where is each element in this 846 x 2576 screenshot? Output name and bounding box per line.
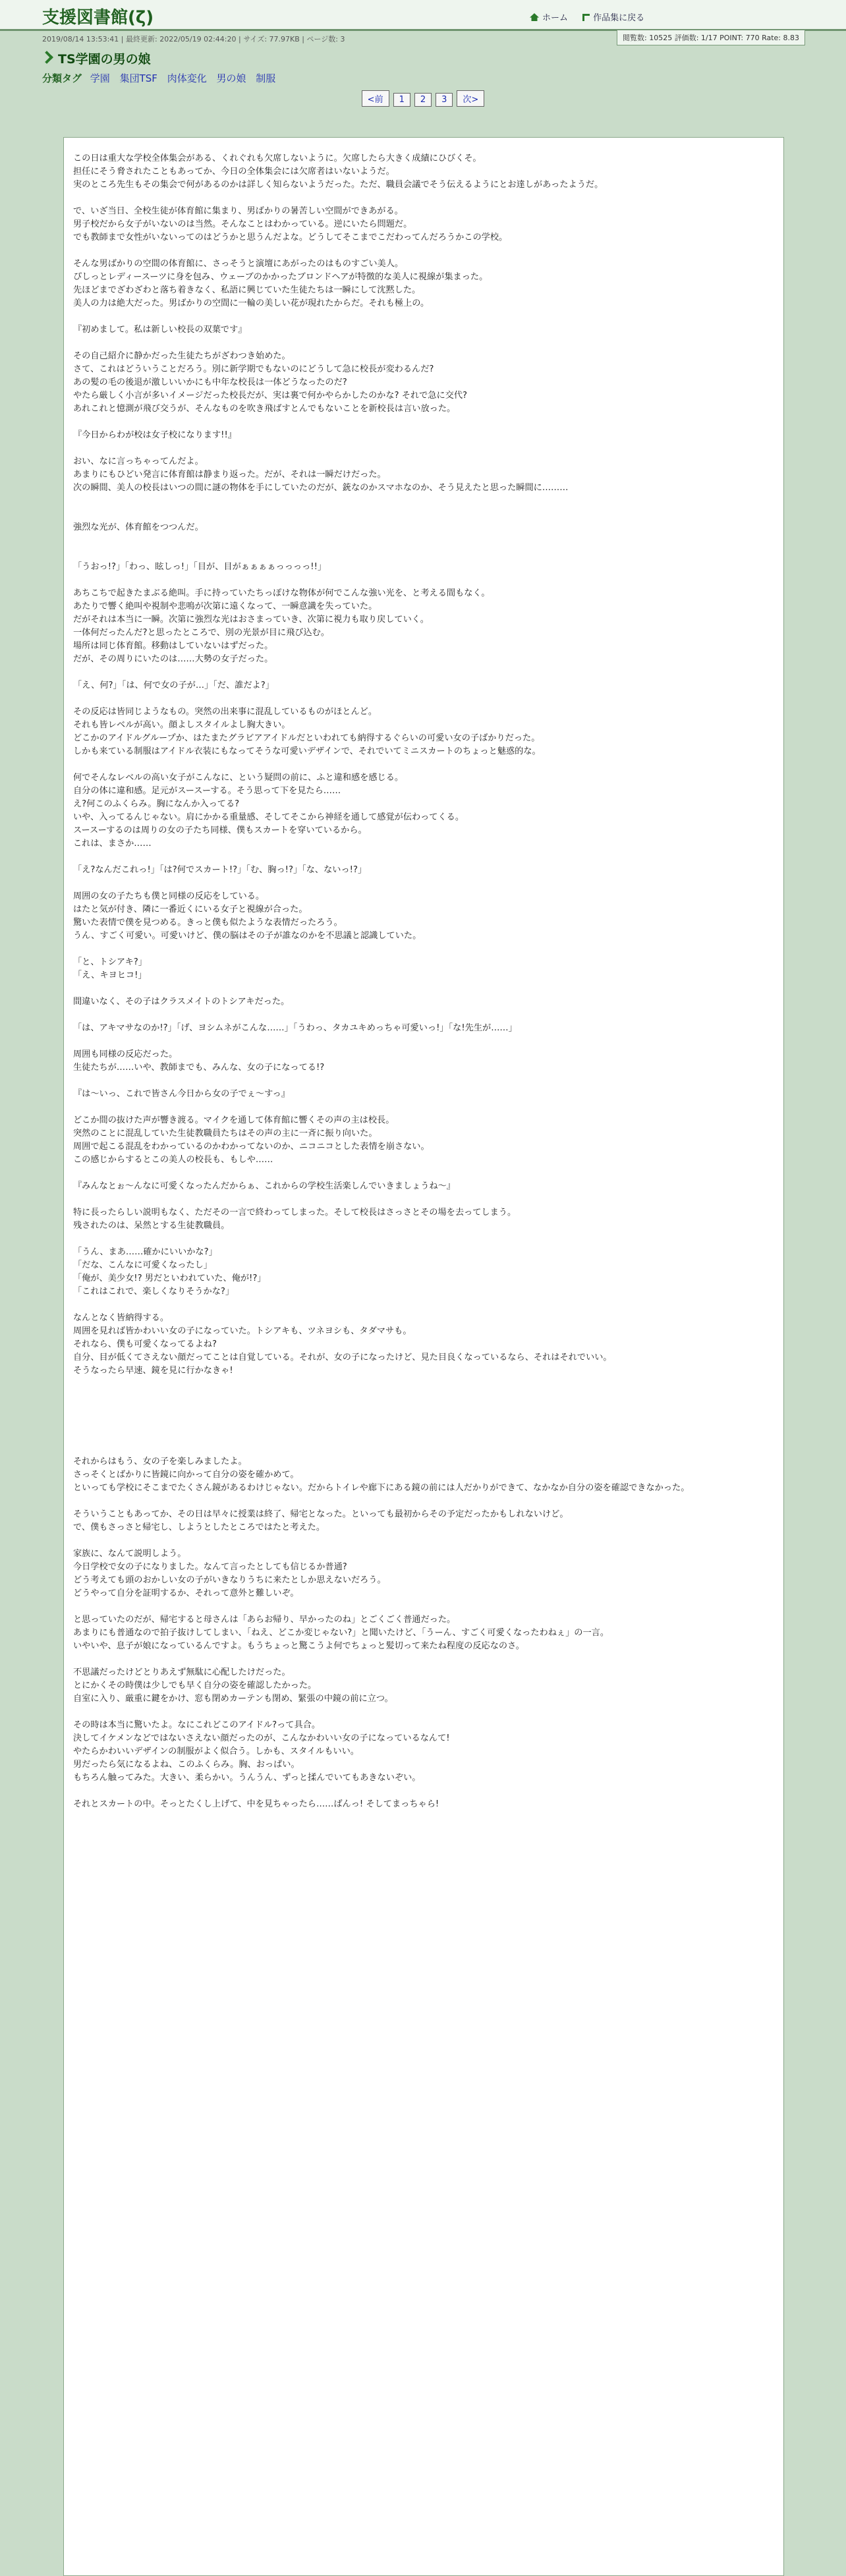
story-spacer [73,758,772,771]
story-line: だが、その周りにいたのは……大勢の女子だった。 [73,654,273,664]
story-line: それなら、僕も可愛くなってるよね? [73,1339,217,1349]
top-nav [530,11,656,23]
story-panel [63,137,784,2576]
tag-link[interactable]: 集団TSF [119,72,157,84]
story-line: 『は〜いっ、これで皆さん今日から女の子でぇ〜すっ』 [73,1089,290,1099]
story-line: どう考えても頭のおかしい女の子がいきなりうちに来たとしか思えないだろう。 [73,1575,386,1585]
story-line: 「俺が、美少女!? 男だといわれていた、俺が!?」 [73,1274,266,1283]
story-line: その自己紹介に静かだった生徒たちがざわつき始めた。 [73,351,291,361]
story-line: 家族に、なんて説明しよう。 [73,1549,186,1559]
story-spacer [73,1378,772,1455]
work-meta-info: 2019/08/14 13:53:41 | 最終更新: 2022/05/19 02:44:20 | サイズ: 77.97KB | ページ数: 3 [42,35,345,43]
story-spacer [73,1193,772,1206]
meta-row [0,31,846,45]
story-spacer [73,1653,772,1666]
story-line: スースーするのは周りの女の子たち同様、僕もスカートを穿いているから。 [73,826,367,835]
work-title-row [42,49,846,67]
story-line: 驚いた表情で僕を見つめる。きっと僕も似たような表情だったろう。 [73,918,343,928]
story-spacer [73,416,772,429]
story-line: 強烈な光が、体育館をつつんだ。 [73,522,204,532]
story-line: あまりにもひどい発言に体育館は静まり返った。だが、それは一瞬だけだった。 [73,470,386,480]
story-line: 決してイケメンなどではないさえない顔だったのが、こんなかわいい女の子になっているなんて! [73,1733,450,1743]
story-spacer [73,1534,772,1548]
story-line: え?何このふくらみ。胸になんか入ってる? [73,799,240,809]
story-line: 突然のことに混乱していた生徒教職員たちはその声の主に一斉に振り向いた。 [73,1129,378,1138]
story-spacer [73,1101,772,1114]
story-line: いや、入ってるんじゃない。肩にかかる重量感、そしてそこから神経を通して感覚が伝わってくる。 [73,812,465,822]
story-line: といっても学校にそこまでたくさん鏡があるわけじゃない。だからトイレや廊下にある鏡の前には人だかりができて、なかなか自分の姿を確認できなかった。 [73,1483,690,1493]
story-line: なんとなく皆納得する。 [73,1313,169,1323]
back-arrow-icon [582,14,590,21]
home-label: ホーム [542,13,569,23]
story-spacer [73,547,772,561]
story-line: この日は重大な学校全体集会がある、くれぐれも欠席しないように。欠席したら大きく成績にひびくそ。 [73,154,482,163]
site-title[interactable]: 支援図書館(ζ) [42,8,154,28]
story-line: 「これはこれで、楽しくなりそうかな?」 [73,1287,235,1297]
story-line: 「え、キヨヒコ!」 [73,970,147,980]
prev-page-button[interactable]: <前 [362,90,389,107]
story-spacer [73,310,772,323]
story-spacer [73,1167,772,1180]
story-line: うん、すごく可愛い。可愛いけど、僕の脳はその子が誰なのかを不思議と認識していた。 [73,931,422,941]
story-line: これは、まさか…… [73,839,152,849]
story-line: 一体何だったんだ?と思ったところで、別の光景が目に飛び込む。 [73,628,330,638]
story-spacer [73,508,772,521]
story-line: あれこれと憶測が飛び交うが、そんなものを吹き飛ばすとんでもないことを新校長は言い放った。 [73,404,456,414]
story-line: 今日学校で女の子になりました。なんて言ったとしても信じるか普通? [73,1562,347,1572]
story-line: あの髪の毛の後退が激しいいかにも中年な校長は一体どうなったのだ? [73,378,347,387]
story-line: どこか間の抜けた声が響き渡る。マイクを通して体育館に響くその声の主は校長。 [73,1115,395,1125]
story-spacer [73,1495,772,1508]
story-line: 「だな、こんなに可愛くなったし」 [73,1260,212,1270]
story-line: 『今日からわが校は女子校になります!!』 [73,430,237,440]
story-line: 周囲を見れば皆かわいい女の子になっていた。トシアキも、ツネヨシも、タダマサも。 [73,1326,412,1336]
story-line: そういうこともあってか、その日は早々に授業は終了、帰宅となった。といっても最初からその予定だったかもしれないけど。 [73,1509,569,1519]
back-to-collection-link[interactable] [582,13,644,23]
story-line: さっそくとばかりに皆鏡に向かって自分の姿を確かめて。 [73,1470,299,1480]
story-line: もちろん触ってみた。大きい、柔らかい。うんうん、ずっと揉んでいてもあきないぞい。 [73,1773,421,1783]
story-spacer [73,534,772,547]
story-line: 場所は同じ体育館。移動はしていないはずだった。 [73,641,273,651]
story-line: おい、なに言っちゃってんだよ。 [73,457,204,466]
story-line: はたと気が付き、隣に一番近くにいる女子と視線が合った。 [73,905,308,914]
story-line: この感じからするとこの美人の校長も、もしや…… [73,1155,273,1165]
story-line: 周囲も同様の反応だった。 [73,1050,178,1059]
story-line: その反応は皆同じようなもの。突然の出来事に混乱しているものがほとんど。 [73,707,378,717]
story-spacer [73,666,772,679]
story-line: で、いざ当日、全校生徒が体育館に集まり、男ばかりの暑苦しい空間ができあがる。 [73,206,403,216]
tag-link[interactable]: 制服 [256,72,276,84]
story-line: 不思議だったけどとりあえず無駄に心配したけだった。 [73,1667,291,1677]
story-spacer [73,337,772,350]
home-link[interactable] [530,13,568,23]
story-spacer [73,574,772,587]
page-2-button[interactable]: 2 [414,93,432,107]
story-spacer [73,192,772,205]
story-line: あちこちで起きたまぶる絶叫。手に持っていたちっぽけな物体が何でこんな強い光を、と考える間もなく。 [73,588,490,598]
story-line: だがそれは本当に一瞬。次第に強烈な光はおさまっていき、次第に視力も取り戻していく。 [73,615,429,625]
story-line: それからはもう、女の子を楽しみましたよ。 [73,1457,247,1467]
story-line: とにかくその時僕は少しでも早く自分の姿を確認したかった。 [73,1681,317,1691]
story-line: 「と、トシアキ?」 [73,957,147,967]
story-spacer [73,1600,772,1613]
story-line: やたら厳しく小言が多いイメージだった校長だが、実は裏で何かやらかしたのかな? それで急に交代? [73,391,468,401]
pagination [0,90,846,107]
story-line: あたりで響く絶叫や視制や悲鳴が次第に遠くなって、一瞬意識を失っていた。 [73,602,378,611]
story-line: 次の瞬間、美人の校長はいつの間に謎の物体を手にしていたのだが、銃なのかスマホなのか、そう見えたと思った瞬間に……… [73,483,569,493]
story-line: 「え、何?」「は、何で女の子が…」「だ、誰だよ?」 [73,681,274,690]
story-line: 担任にそう脅されたこともあってか、今日の全体集会には欠席者はいないようだ。 [73,167,395,177]
story-line: しかも来ている制服はアイドル衣装にもなってそうな可愛いデザインで、それでいてミニスカートのちょっと魅惑的な。 [73,746,541,756]
story-spacer [73,495,772,508]
story-line: 周囲で起こる混乱をわかっているのかわかってないのか、ニコニコとした表情を崩さない。 [73,1142,430,1152]
story-spacer [73,1706,772,1719]
story-spacer [73,1785,772,1798]
story-line: で、僕もさっさと帰宅し、しようとしたところではたと考えた。 [73,1523,325,1532]
story-line: 男だったら気になるよね、このふくらみ。胸、おっぱい。 [73,1760,300,1770]
chevron-right-icon [40,51,53,64]
story-spacer [73,1233,772,1246]
story-line: あまりにも普通なので拍子抜けしてしまい、「ねえ、どこか変じゃない?」と聞いたけど、「うーん、すごく可愛くなったわねぇ」の一言。 [73,1628,609,1638]
story-spacer [73,442,772,455]
story-line: どうやって自分を証明するか、それって意外と難しいぞ。 [73,1588,299,1598]
story-body [64,138,783,1811]
story-line: 先ほどまでざわざわと落ち着きなく、私語に興じていた生徒たちは一瞬にして沈黙した。 [73,285,421,295]
story-line: どこかのアイドルグループか、はたまたグラビアアイドルだといわれても納得するぐらいの可愛い女の子ばかりだった。 [73,733,540,743]
story-line: 『初めまして。私は新しい校長の双葉です』 [73,325,247,335]
tag-link[interactable]: 肉体変化 [167,72,207,84]
page-1-button[interactable]: 1 [393,93,410,107]
story-line: 間違いなく、その子はクラスメイトのトシアキだった。 [73,997,290,1007]
story-spacer [73,1035,772,1048]
story-line: ぴしっとレディースーツに身を包み、ウェーブのかかったブロンドヘアが特徴的な美人に視線が集まった。 [73,272,488,282]
work-title: TS学園の男の娘 [58,52,151,67]
story-spacer [73,692,772,706]
story-line: 残されたのは、呆然とする生徒教職員。 [73,1221,230,1231]
story-spacer [73,1009,772,1022]
story-spacer [73,943,772,956]
back-label: 作品集に戻る [593,13,645,23]
story-spacer [73,1075,772,1088]
story-line: 自室に入り、厳重に鍵をかけ、窓も閉めカーテンも閉め、緊張の中鏡の前に立つ。 [73,1694,393,1704]
work-stats-box: 閲覧数: 10525 評価数: 1/17 POINT: 770 Rate: 8.83 [617,30,805,45]
home-icon [530,13,539,21]
story-line: 男子校だから女子がいないのは当然。そんなことはわかっている。逆にいたら問題だ。 [73,219,412,229]
tag-link[interactable]: 男の娘 [216,72,246,84]
story-spacer [73,851,772,864]
story-spacer [73,244,772,258]
story-line: 特に長ったらしい説明もなく、ただその一言で終わってしまった。そして校長はさっさとその場を去ってしまう。 [73,1208,517,1218]
story-line: 「うん、まあ……確かにいいかな?」 [73,1247,217,1257]
story-line: 自分、目が低くてさえない顔だってことは自覚している。それが、女の子になったけど、見た目良くなっているなら、それはそれでいい。 [73,1353,612,1362]
tag-row [42,71,846,85]
story-spacer [73,1299,772,1312]
story-spacer [73,982,772,995]
story-line: 「うおっ!?」「わっ、眩しっ!」「目が、目がぁぁぁぁっっっっ!!」 [73,562,327,572]
story-line: 実のところ先生もその集会で何があるのかは詳しく知らないようだった。ただ、職員会議でそう伝えるようにとお達しがあったようだ。 [73,180,604,190]
page-3-button[interactable]: 3 [436,93,453,107]
story-line: いやいや、息子が娘になっているんですよ。もうちょっと驚こうよ何でちょっと髪切って来たね程度の反応なのさ。 [73,1641,524,1651]
tag-label: 分類タグ [42,72,82,84]
story-line: それも皆レベルが高い。顔よしスタイルよし胸大きい。 [73,720,291,730]
story-line: 周囲の女の子たちも僕と同様の反応をしている。 [73,891,265,901]
story-line: 生徒たちが……いや、教師までも、みんな、女の子になってる!? [73,1063,325,1073]
story-line: 何でそんなレベルの高い女子がこんなに、という疑問の前に、ふと違和感を感じる。 [73,773,404,783]
story-line: それとスカートの中。そっとたくし上げて、中を見ちゃったら……ばんっ! そしてまっちゃら! [73,1799,439,1809]
story-line: そんな男ばかりの空間の体育館に、さっそうと演壇にあがったのはものすごい美人。 [73,259,404,269]
story-line: と思っていたのだが、帰宅すると母さんは「あらお帰り、早かったのね」とごくごく普通だった。 [73,1615,456,1625]
next-page-button[interactable]: 次> [457,90,484,107]
story-line: そうなったら早速、鏡を見に行かなきゃ! [73,1366,233,1376]
story-line: 「え?なんだこれっ!」「は?何でスカート!?」「む、胸っ!?」「な、ないっ!?」 [73,865,367,875]
tag-link[interactable]: 学園 [90,72,110,84]
story-line: 『みんなとぉ〜んなに可愛くなったんだからぁ、これからの学校生活楽しんでいきましょうね〜』 [73,1181,455,1191]
story-line: やたらかわいいデザインの制服がよく似合う。しかも、スタイルもいい。 [73,1747,359,1756]
story-line: でも教師まで女性がいないってのはどうかと思うんだよな。どうしてそこまでこだわってんだろうかこの学校。 [73,233,508,242]
header-bar [0,0,846,31]
story-line: さて、これはどういうことだろう。別に新学期でもないのにどうして急に校長が変わるんだ? [73,364,434,374]
story-line: 「は、アキマサなのか!?」「げ、ヨシムネがこんな……」「うわっ、タカユキめっちゃ可愛いっ!」「な!先生が……」 [73,1023,517,1033]
story-spacer [73,877,772,890]
story-line: その時は本当に驚いたよ。なにこれどこのアイドル?って具合。 [73,1720,321,1730]
story-line: 美人の力は絶大だった。男ばかりの空間に一輪の美しい花が現れたからだ。それも極上の。 [73,298,430,308]
story-line: 自分の体に違和感。足元がスースーする。そう思って下を見たら…… [73,786,341,796]
